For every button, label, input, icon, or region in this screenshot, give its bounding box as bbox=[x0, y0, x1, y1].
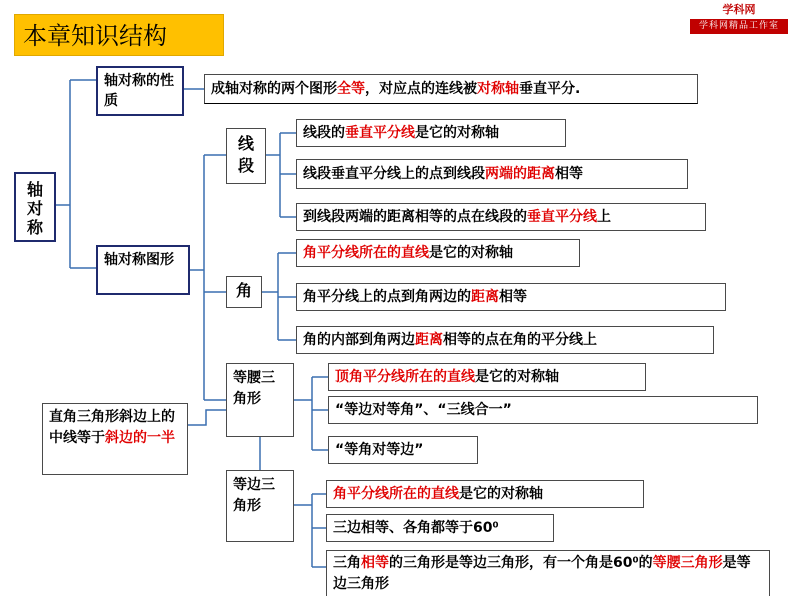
text-run: 线段垂直平分线上的点到线段 bbox=[303, 166, 485, 182]
highlight-text: 等腰三角形 bbox=[652, 555, 723, 571]
segment-node bbox=[226, 128, 266, 184]
text-run: 角的内部到角两边 bbox=[303, 332, 415, 348]
highlight-text: 角平分线所在的直线 bbox=[333, 486, 459, 502]
angle-item-2 bbox=[296, 283, 726, 311]
text-run: 上 bbox=[597, 209, 611, 225]
logo-studio: 学科网精品工作室 bbox=[690, 19, 788, 34]
text-run: ，对应点的连线被 bbox=[365, 81, 477, 97]
isosceles-label: 等腰三角形 bbox=[233, 370, 275, 407]
text-run: 到线段两端的距离相等的点在线段的 bbox=[303, 209, 527, 225]
text-run: 线段的 bbox=[303, 125, 345, 141]
properties-statement bbox=[204, 74, 698, 104]
text-run: “等边对等角”、“三线合一” bbox=[335, 402, 512, 418]
properties-label: 轴对称的性质 bbox=[104, 73, 174, 109]
root-label: 轴对称 bbox=[26, 180, 43, 237]
equilateral-item-1 bbox=[326, 480, 644, 508]
angle-label: 角 bbox=[235, 281, 252, 300]
text-run: 三边相等、各角都等于60⁰ bbox=[333, 520, 499, 536]
segment-label: 线段 bbox=[237, 134, 254, 175]
properties-node bbox=[96, 66, 184, 116]
equilateral-item-3 bbox=[326, 550, 770, 596]
text-run: 相等 bbox=[555, 166, 583, 182]
text-run: 垂直平分. bbox=[519, 81, 581, 97]
text-run: 相等的点在角的平分线上 bbox=[443, 332, 597, 348]
highlight-text: 垂直平分线 bbox=[345, 125, 415, 141]
figures-label: 轴对称图形 bbox=[104, 252, 174, 268]
segment-item-1 bbox=[296, 119, 566, 147]
highlight-text: 角平分线所在的直线 bbox=[303, 245, 429, 261]
angle-node bbox=[226, 276, 262, 308]
text-run: 成轴对称的两个图形 bbox=[211, 81, 337, 97]
text-run: 是等边三角形 bbox=[333, 555, 751, 592]
highlight-text: 斜边的一半 bbox=[105, 430, 175, 446]
highlight-text: 距离 bbox=[415, 332, 443, 348]
highlight-text: 垂直平分线 bbox=[527, 209, 597, 225]
logo-brand: 学科网 bbox=[722, 3, 756, 16]
isosceles-node bbox=[226, 363, 294, 437]
equilateral-node bbox=[226, 470, 294, 542]
isosceles-item-1 bbox=[328, 363, 646, 391]
highlight-text: 两端的距离 bbox=[485, 166, 555, 182]
text-run: 是它的对称轴 bbox=[459, 486, 543, 502]
text-run: 的三角形是等边三角形，有一个角是60⁰的 bbox=[389, 555, 653, 571]
highlight-text: 顶角平分线所在的直线 bbox=[335, 369, 475, 385]
isosceles-item-2 bbox=[328, 396, 758, 424]
publisher-logo bbox=[690, 2, 788, 36]
text-run: 相等 bbox=[499, 289, 527, 305]
text-run: 是它的对称轴 bbox=[415, 125, 499, 141]
text-run: 是它的对称轴 bbox=[475, 369, 559, 385]
isosceles-item-3 bbox=[328, 436, 478, 464]
equilateral-item-2 bbox=[326, 514, 554, 542]
segment-item-3 bbox=[296, 203, 706, 231]
highlight-text: 距离 bbox=[471, 289, 499, 305]
text-run: 直角三角形斜边上的中线等于 bbox=[49, 409, 175, 446]
highlight-text: 全等 bbox=[337, 81, 365, 97]
text-run: 三角 bbox=[333, 555, 361, 571]
segment-item-2 bbox=[296, 159, 688, 189]
right-triangle-note bbox=[42, 403, 188, 475]
page-title: 本章知识结构 bbox=[14, 14, 224, 56]
text-run: 角平分线上的点到角两边的 bbox=[303, 289, 471, 305]
angle-item-3 bbox=[296, 326, 714, 354]
angle-item-1 bbox=[296, 239, 580, 267]
text-run: 是它的对称轴 bbox=[429, 245, 513, 261]
highlight-text: 对称轴 bbox=[477, 81, 519, 97]
text-run: “等角对等边” bbox=[335, 442, 424, 458]
root-node bbox=[14, 172, 56, 242]
equilateral-label: 等边三角形 bbox=[233, 477, 275, 514]
figures-node bbox=[96, 245, 190, 295]
highlight-text: 相等 bbox=[361, 555, 389, 571]
